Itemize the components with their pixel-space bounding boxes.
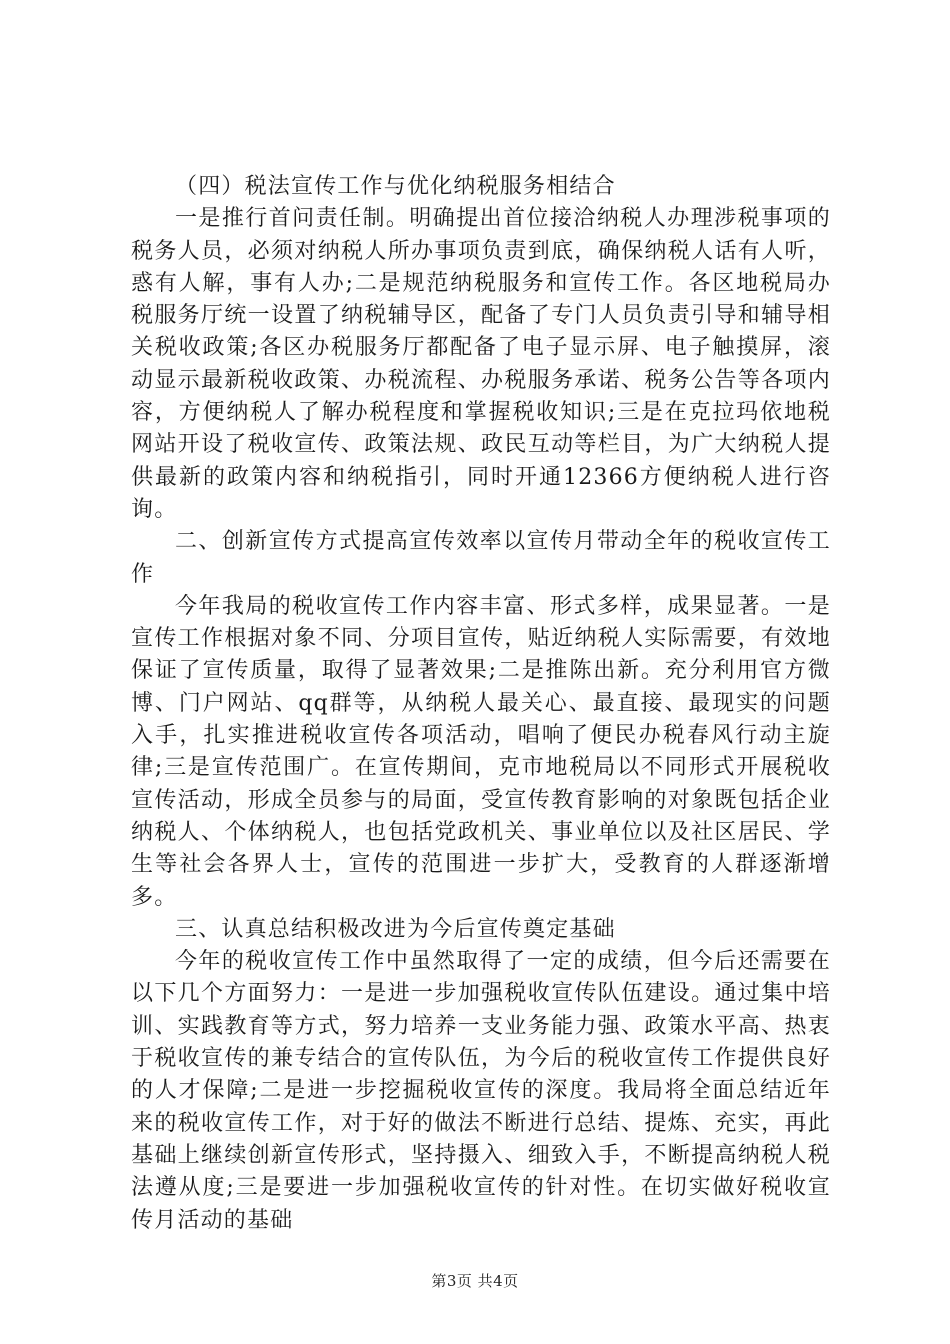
body-paragraph: 一是推行首问责任制。明确提出首位接洽纳税人办理涉税事项的税务人员，必须对纳税人所办事项负责到底，确保纳税人话有人听，惑有人解，事有人办;二是规范纳税服务和宣传工作。各区地税局办税服务厅统一设置了纳税辅导区，配备了专门人员负责引导和辅导相关税收政策;各区办税服务厅都配备了电子显示屏、电子触摸屏，滚动显示最新税收政策、办税流程、办税服务承诺、税务公告等各项内容，方便纳税人了解办税程度和掌握税收知识;三是在克拉玛依地税网站开设了税收宣传、政策法规、政民互动等栏目，为广大纳税人提供最新的政策内容和纳税指引，同时开通12366方便纳税人进行咨询。: [131, 206, 831, 522]
section-heading-four: （四）税法宣传工作与优化纳税服务相结合: [175, 174, 616, 199]
page-number-footer: 第3页 共4页: [431, 1272, 519, 1290]
document-body: [131, 171, 831, 1237]
section-heading-three: 三、认真总结积极改进为今后宣传奠定基础: [175, 916, 616, 942]
body-paragraph: 今年我局的税收宣传工作内容丰富、形式多样，成果显著。一是宣传工作根据对象不同、分项目宣传，贴近纳税人实际需要，有效地保证了宣传质量，取得了显著效果;二是推陈出新。充分利用官方微博、门户网站、qq群等，从纳税人最关心、最直接、最现实的问题入手，扎实推进税收宣传各项活动，唱响了便民办税春风行动主旋律;三是宣传范围广。在宣传期间，克市地税局以不同形式开展税收宣传活动，形成全员参与的局面，受宣传教育影响的对象既包括企业纳税人、个体纳税人，也包括党政机关、事业单位以及社区居民、学生等社会各界人士，宣传的范围进一步扩大，受教育的人群逐渐增多。: [131, 593, 831, 910]
section-heading-two: 二、创新宣传方式提高宣传效率以宣传月带动全年的税收宣传工作: [131, 529, 831, 587]
body-paragraph: 今年的税收宣传工作中虽然取得了一定的成绩，但今后还需要在以下几个方面努力：一是进一步加强税收宣传队伍建设。通过集中培训、实践教育等方式，努力培养一支业务能力强、政策水平高、热衷于税收宣传的兼专结合的宣传队伍，为今后的税收宣传工作提供良好的人才保障;二是进一步挖掘税收宣传的深度。我局将全面总结近年来的税收宣传工作，对于好的做法不断进行总结、提炼、充实，再此基础上继续创新宣传形式，坚持摄入、细致入手，不断提高纳税人税法遵从度;三是要进一步加强税收宣传的针对性。在切实做好税收宣传月活动的基础: [131, 949, 831, 1233]
